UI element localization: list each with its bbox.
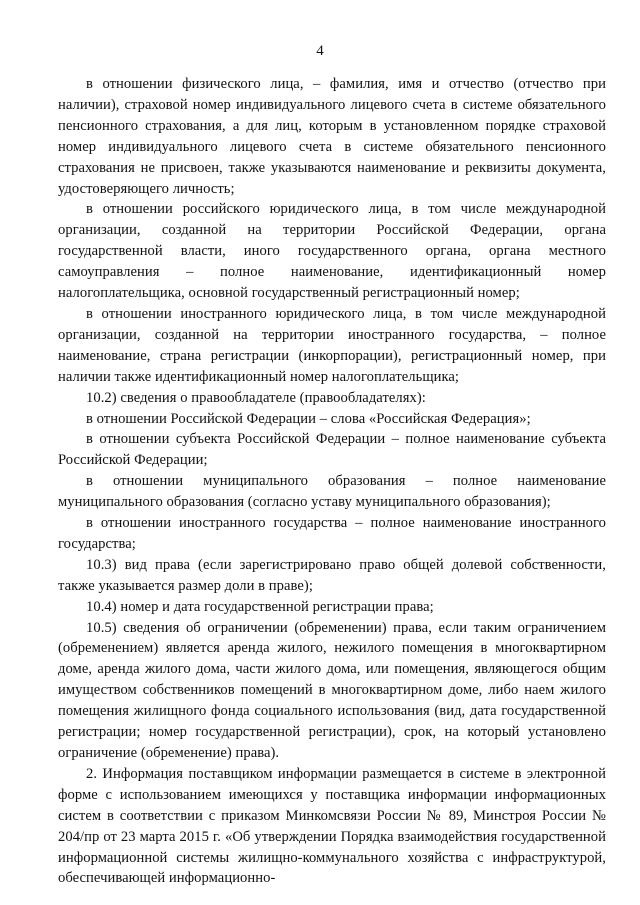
paragraph-federal-subject: в отношении субъекта Российской Федерации – полное наименование субъекта Российской Федерации; — [58, 431, 606, 469]
paragraph-10-4: 10.4) номер и дата государственной регистрации права; — [86, 598, 434, 615]
paragraph-municipality: в отношении муниципального образования – полное наименование муниципального образования (согласно уставу муниципального образования); — [58, 473, 606, 511]
paragraph-russian-federation: в отношении Российской Федерации – слова «Российская Федерация»; — [86, 410, 531, 427]
paragraph-10-5: 10.5) сведения об ограничении (обременении) права, если таким ограничением (обременением) является аренда жилого, нежилого помещения в многоквартирном доме, аренда жилого дома, части жилого дома, или помещения, являющегося общим имуществом собственников помещений в многоквартирном доме, либо наем жилого помещения жилищного фонда социального использования (вид, дата государственной регистрации; номер государственной регистрации), срок, на который установлено ограничение (обременение) права). — [58, 619, 606, 761]
paragraph-foreign-legal-entity: в отношении иностранного юридического лица, в том числе международной организации, созданной на территории иностранного государства, – полное наименование, страна регистрации (инкорпорации), регистрационный номер, при наличии также идентификационный номер налогоплательщика; — [58, 305, 606, 385]
paragraph-foreign-state: в отношении иностранного государства – полное наименование иностранного государства; — [58, 515, 606, 552]
paragraph-10-3: 10.3) вид права (если зарегистрировано право общей долевой собственности, также указывается размер доли в праве); — [58, 556, 606, 594]
paragraph-2: 2. Информация поставщиком информации размещается в системе в электронной форме с использованием имеющихся у поставщика информации информационных систем в соответствии с приказом Минкомсвязи России № 89, Минстроя России № 204/пр от 23 марта 2015 г. «Об утверждении Порядка взаимодействия государственной информационной системы жилищно-коммунального хозяйства с инфраструктурой, обеспечивающей информационно- — [58, 765, 606, 887]
paragraph-russian-legal-entity: в отношении российского юридического лица, в том числе международной организации, созданной на территории Российской Федерации, органа государственной власти, иного государственного органа, органа местного самоуправления – полное наименование, идентификационный номер налогоплательщика, основной государственный регистрационный номер; — [58, 201, 606, 302]
paragraph-10-2: 10.2) сведения о правообладателе (правообладателях): — [86, 389, 426, 406]
paragraph-individual: в отношении физического лица, – фамилия, имя и отчество (отчество при наличии), страховой номер индивидуального лицевого счета в системе обязательного пенсионного страхования, а для лиц, которым в установленном порядке страховой номер индивидуального лицевого счета в системе обязательного пенсионного страхования не присвоен, также указываются наименование и реквизиты документа, удостоверяющего личность; — [58, 76, 606, 197]
document-body — [58, 74, 606, 889]
page-number: 4 — [316, 43, 324, 59]
